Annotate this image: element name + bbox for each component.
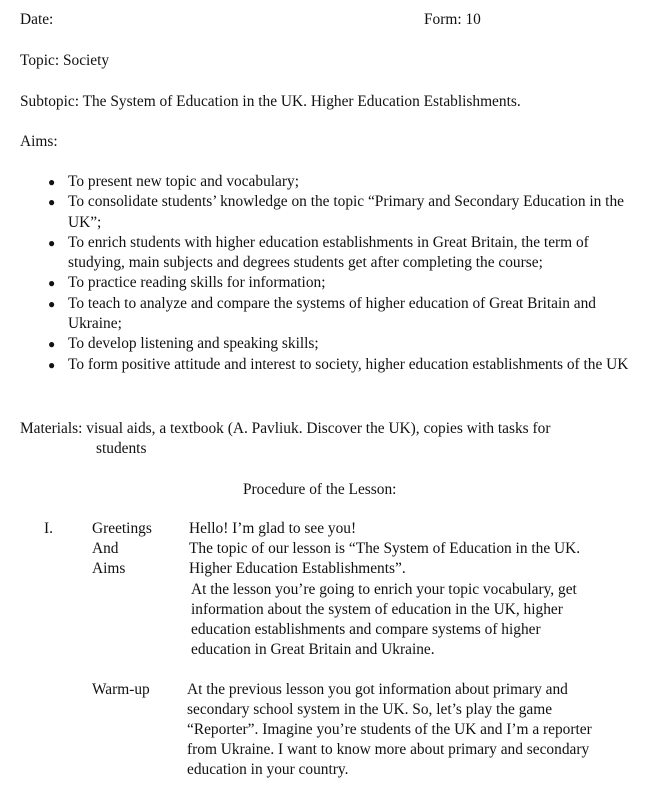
- warmup-label: Warm-up: [92, 681, 150, 698]
- stage-label-line: Aims: [92, 560, 126, 577]
- materials-line-continued: students: [96, 440, 147, 457]
- aim-text: To form positive attitude and interest to society, higher education establishments of the UK: [68, 355, 629, 373]
- stage-text-line: At the lesson you’re going to enrich your topic vocabulary, get: [191, 581, 577, 598]
- warmup-text-line: At the previous lesson you got information about primary and: [187, 681, 568, 698]
- warmup-text-line: from Ukraine. I want to know more about primary and secondary: [187, 741, 590, 758]
- form-label: Form: 10: [424, 11, 481, 28]
- aim-text: To teach to analyze and compare the systems of higher education of Great Britain and Ukraine;: [68, 294, 596, 333]
- stage-label-line: And: [92, 540, 119, 557]
- stage-label-line: Greetings: [92, 520, 152, 537]
- stage-text-line: The topic of our lesson is “The System of Education in the UK.: [189, 540, 581, 557]
- aim-text: To practice reading skills for information;: [68, 274, 326, 292]
- warmup-text-line: secondary school system in the UK. So, let’s play the game: [187, 701, 553, 718]
- bullet-icon: ●: [48, 235, 56, 250]
- warmup-text-line: “Reporter”. Imagine you’re students of the UK and I’m a reporter: [187, 721, 592, 738]
- aim-item: [48, 192, 648, 233]
- subtopic-line: Subtopic: The System of Education in the UK. Higher Education Establishments.: [20, 93, 521, 110]
- aim-item: [48, 294, 648, 335]
- bullet-icon: ●: [48, 337, 56, 352]
- bullet-icon: ●: [48, 296, 56, 311]
- bullet-icon: ●: [48, 276, 56, 291]
- stage-text-line: education in Great Britain and Ukraine.: [191, 641, 435, 658]
- aim-text: To develop listening and speaking skills;: [68, 335, 319, 353]
- stage-text-line: Hello! I’m glad to see you!: [189, 520, 357, 537]
- materials-line: Materials: visual aids, a textbook (A. Pavliuk. Discover the UK), copies with tasks for: [20, 420, 551, 437]
- aim-text: To consolidate students’ knowledge on the topic “Primary and Secondary Education in the UK”;: [68, 193, 624, 231]
- aim-text: To present new topic and vocabulary;: [68, 173, 299, 190]
- warmup-text-line: education in your country.: [187, 761, 349, 778]
- bullet-icon: ●: [48, 357, 56, 372]
- aim-item: [48, 172, 648, 192]
- aims-heading: Aims:: [20, 133, 58, 150]
- aim-text: To enrich students with higher education establishments in Great Britain, the term of studying, main subjects and degrees students get after completing the course;: [68, 233, 589, 272]
- procedure-title: Procedure of the Lesson:: [243, 481, 397, 498]
- aim-item: [48, 355, 648, 375]
- aim-item: [48, 233, 648, 274]
- date-label: Date:: [20, 11, 54, 28]
- aim-item: [48, 334, 648, 354]
- stage-text-line: information about the system of education in the UK, higher: [191, 601, 563, 618]
- topic-line: Topic: Society: [20, 52, 110, 69]
- stage-text-line: Higher Education Establishments”.: [189, 560, 406, 577]
- aim-item: [48, 273, 648, 293]
- bullet-icon: ●: [48, 175, 56, 189]
- stage-numeral: I.: [44, 520, 53, 537]
- stage-text-line: education establishments and compare systems of higher: [191, 621, 541, 638]
- aims-list: [48, 172, 648, 375]
- bullet-icon: ●: [48, 195, 56, 210]
